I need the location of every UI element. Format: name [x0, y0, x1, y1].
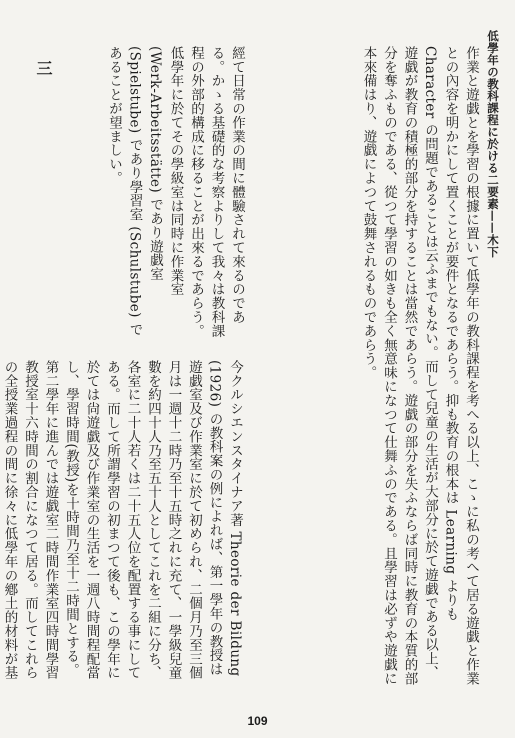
paragraph: 今クルシエンスタイナア著 Theorie der Bildung (1926) の教科案の例によれば、第一學年の教授は遊戯室及び作業室に於て初められ、二個月乃至三個月は一週十二時乃至十五時之れに充て、一學級兒童數を約四十人乃至五十人としてこれを二組に分ち、各室に二十人若くは二十五人位を配置する事にしてある。而して所謂學習の初まつて後も、この學年に於ては尙遊戯及び作業室の生活を一週八時間程配當し、學習時間(教授)を十時間乃至十二時間とする。第二學年に進んでは遊戯室二時間作業室四時間學習教授室十六時間の割合になつて居る。而してこれらの全授業過程の間に徐々に低學年の鄕土的材料が基	[1, 360, 243, 680]
page-number: 109	[247, 714, 268, 728]
paragraph: 經て日常の作業の間に體驗されて來るのである。かゝる基礎的な考察よりして我々は教科課程の外部的構成に移ることが出來るであらう。低學年に於てその學級室は同時に作業室 (Werk-Arbeitsstätte) であり遊戯室 (Spielstube) であり學習室 (Schulstube) であることが望ましい。	[106, 46, 245, 338]
text-block-upper-right	[273, 46, 481, 686]
text-block-lower	[1, 360, 245, 680]
section-number: 三	[34, 60, 53, 76]
text-block-upper-left	[75, 46, 247, 346]
paragraph: 作業と遊戯とを學習の根據に置いて低學年の教科課程を考へる以上、こゝに私の考へて居る遊戯と作業との內容を明かにして置くことが要件となるであらう。抑も教育の根本は Learning よりも Character の問題であることは云ふまでもない。而して兒童の生活が大部分に於て遊戯である以上、遊戯が教育の積極的部分を持することは當然であらう。遊戯の部分を失ふならば同時に教育の本質的部分を奪ふものである、從つて學習の如きも全く無意味になつて仕舞ふのである。且學習は必ずや遊戯に本來備はり、遊戯によつて鼓舞されるものであらう。	[360, 46, 479, 686]
running-header: 低學年の教科課程に於ける二要素——木下	[486, 30, 500, 258]
